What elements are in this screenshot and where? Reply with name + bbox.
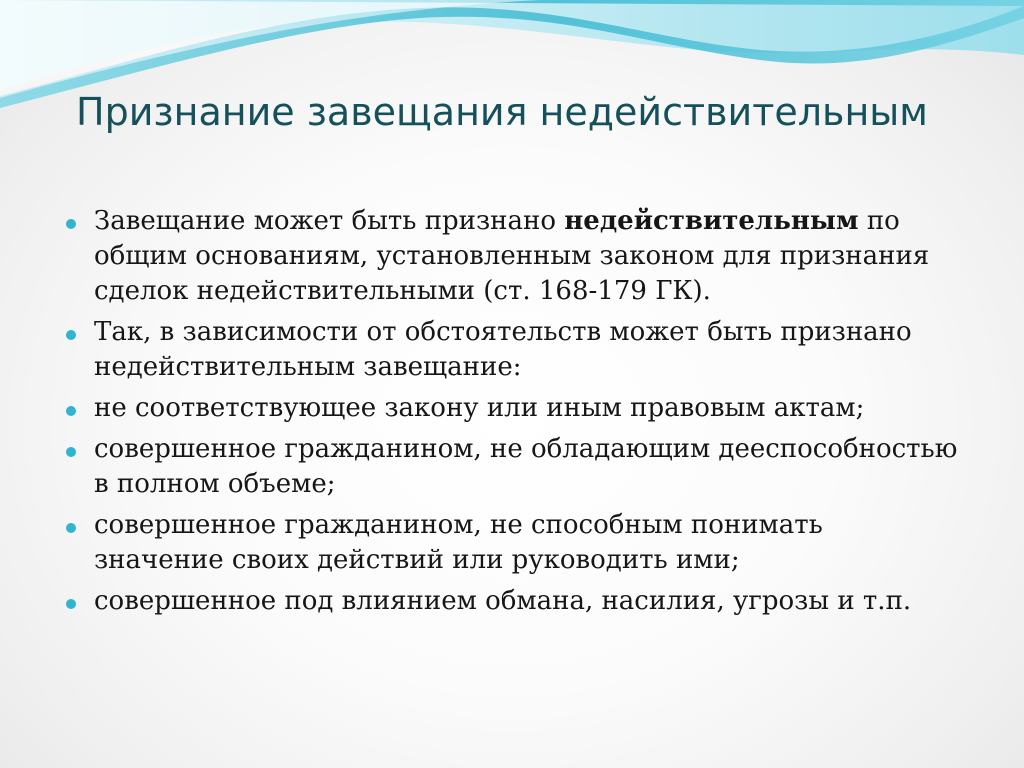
bullet-item-contrary-to-law <box>60 391 960 426</box>
bullet-text: Так, в зависимости от обстоятельств может быть признано недействительным завещание: <box>94 317 912 382</box>
slide-title: Признание завещания недействительным <box>76 90 928 134</box>
bullet-dot-icon <box>66 447 76 457</box>
bullet-text: не соответствующее закону или иным правовым актам; <box>94 393 865 423</box>
bullet-text: совершенное под влиянием обмана, насилия, угрозы и т.п. <box>94 586 912 616</box>
bullet-text: по общим основаниям, установленным законом для признания сделок недействительными (ст. 168-179 ГК). <box>94 206 930 306</box>
bullet-item-unable-to-understand <box>60 508 960 578</box>
bullet-dot-icon <box>66 599 76 609</box>
bullet-item-circumstances <box>60 315 960 385</box>
bullet-item-deception-violence <box>60 584 960 619</box>
bullet-dot-icon <box>66 406 76 416</box>
bullet-text: Завещание может быть признано <box>94 206 565 236</box>
bullet-dot-icon <box>66 330 76 340</box>
bold-term: недействительным <box>564 206 859 236</box>
bullet-text: совершенное гражданином, не способным понимать значение своих действий или руководить ими; <box>94 510 823 575</box>
bullet-item-legal-capacity <box>60 432 960 502</box>
bullet-item-invalidity-grounds <box>60 204 960 309</box>
bullet-dot-icon <box>66 219 76 229</box>
bullet-list <box>60 204 960 625</box>
bullet-text: совершенное гражданином, не обладающим дееспособностью в полном объеме; <box>94 434 958 499</box>
bullet-dot-icon <box>66 523 76 533</box>
